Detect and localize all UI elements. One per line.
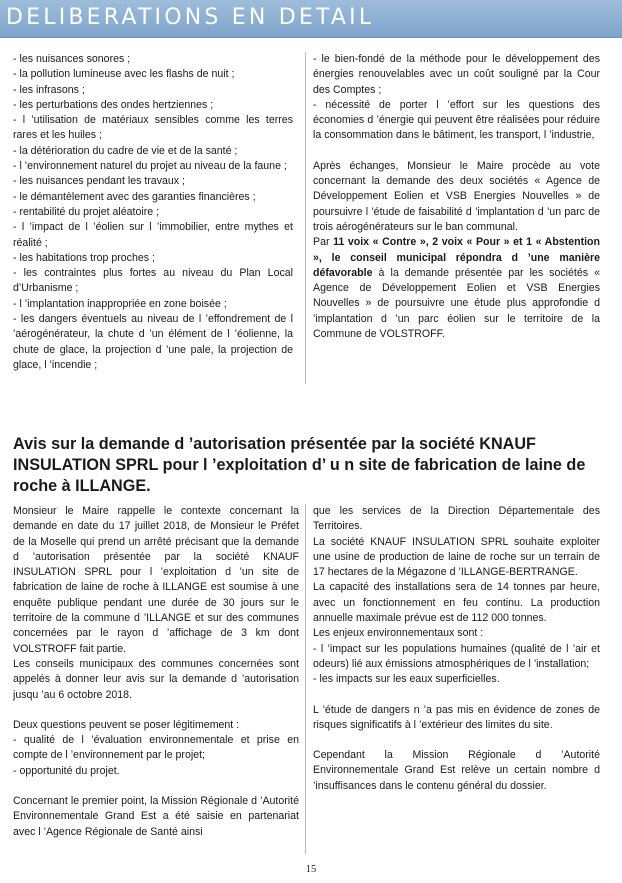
vote-result-bold: 11 voix « Contre », 2 voix « Pour » et 1 « Abstention », le conseil municipal répondra d ’une manière défavorable	[313, 236, 600, 279]
list-item: - les contraintes plus fortes au niveau du Plan Local d’Urbanisme ;	[13, 267, 293, 295]
page-header-banner	[0, 0, 622, 38]
section2-left-column	[13, 504, 299, 840]
list-item: - les dangers éventuels au niveau de l ’effondrement de l ’aérogénérateur, la chute d ’un élément de l ’éolienne, la chute de glace, la projection d ’une pale, la projection de glace, l ’incendie ;	[13, 313, 293, 371]
list-item: - nécessité de porter l ’effort sur les questions des économies d ’énergie qui peuvent être réalisées pour réduire la consommation dans le bâtiment, les transport, l ’industrie,	[313, 98, 600, 142]
vote-suffix: à la demande présentée par les sociétés « Agence de Développement Eolien et VSB Energies Nouvelles » de poursuivre une étude plus approfondie d ’implantation d ’un parc éolien sur le territoire de la Commune de VOLSTROFF.	[313, 266, 600, 341]
column-divider	[305, 52, 306, 384]
column-divider	[305, 504, 306, 854]
paragraph: Concernant le premier point, la Mission Régionale d ’Autorité Environnementale Grand Est a été saisie en partenariat avec l ’Agence Régionale de Santé ainsi	[13, 795, 299, 838]
section2-heading: Avis sur la demande d ’autorisation présentée par la société KNAUF INSULATION SPRL pour l ’exploitation d’ u n site de fabrication de laine de roche à ILLANGE.	[13, 435, 586, 495]
paragraph: Les enjeux environnementaux sont :	[313, 627, 484, 640]
paragraph: que les services de la Direction Départementale des Territoires.	[313, 505, 600, 533]
list-item: - l ’impact de l ’éolien sur l ’immobilier, entre mythes et réalité ;	[13, 221, 293, 249]
list-item: - l ’environnement naturel du projet au niveau de la faune ;	[13, 160, 287, 173]
list-item: - les nuisances sonores ;	[13, 53, 131, 65]
list-item: - l ’utilisation de matériaux sensibles comme les terres rares et les huiles ;	[13, 114, 293, 142]
vote-prefix: Par	[313, 236, 334, 249]
list-item: - la détérioration du cadre de vie et de la santé ;	[13, 144, 238, 157]
list-item: - l ’impact sur les populations humaines (qualité de l ’air et odeurs) lié aux émissions atmosphériques de l ’installation;	[313, 642, 600, 670]
list-item: - qualité de l ’évaluation environnementale et prise en compte de l ’environnement par le projet;	[13, 734, 299, 762]
list-item: - rentabilité du projet aléatoire ;	[13, 205, 160, 218]
paragraph: Monsieur le Maire rappelle le contexte concernant la demande en date du 17 juillet 2018, de Monsieur le Préfet de la Moselle qui prend un arrêté précisant que la demande d ’autorisation présentée par la société KNAUF INSULATION SPRL pour l ’exploitation d ’un site de fabrication de laine de roche à ILLANGE est soumise à une enquête publique pendant une durée de 30 jours sur le territoire de la commune d ’ILLANGE et sur des communes concernées par le rayon d ’affichage de 3 km dont VOLSTROFF fait partie.	[13, 505, 299, 655]
paragraph: L ’étude de dangers n ’a pas mis en évidence de zones de risques significatifs à l ’extérieur des limites du site.	[313, 703, 600, 731]
section1-left-column	[13, 52, 293, 373]
list-item: - la pollution lumineuse avec les flashs de nuit ;	[13, 68, 235, 81]
list-item: - les nuisances pendant les travaux ;	[13, 175, 185, 188]
list-item: - les impacts sur les eaux superficielles.	[313, 673, 500, 686]
list-item: - les infrasons ;	[13, 83, 85, 96]
list-item: - les perturbations des ondes hertziennes ;	[13, 98, 214, 111]
vote-result-paragraph	[313, 235, 600, 342]
page-header-title: DELIBERATIONS EN DETAIL	[6, 5, 375, 30]
paragraph: La société KNAUF INSULATION SPRL souhaite exploiter une usine de production de laine de roche sur un terrain de 17 hectares de la Mégazone d ’ILLANGE-BERTRANGE.	[313, 535, 600, 579]
list-item: - les habitations trop proches ;	[13, 251, 155, 264]
list-item: - le bien-fondé de la méthode pour le développement des énergies renouvelables avec un coût souligné par la Cour des Comptes ;	[313, 53, 600, 96]
paragraph: Les conseils municipaux des communes concernées sont appelés à donner leur avis sur la demande d ’autorisation jusqu ’au 6 octobre 2018.	[13, 657, 299, 701]
list-item: - opportunité du projet.	[13, 764, 120, 777]
paragraph: Cependant la Mission Régionale d ’Autorité Environnementale Grand Est relève un certain nombre d ’insuffisances dans le contenu général du dossier.	[313, 749, 600, 792]
vote-context-paragraph: Après échanges, Monsieur le Maire procède au vote concernant la demande des deux sociétés « Agence de Développement Eolien et VSB Energies Nouvelles » de poursuivre l ’étude de faisabilité d ’implantation d ’un parc de trois aérogénérateurs sur le ban communal.	[313, 159, 600, 233]
list-item: - l ’implantation inappropriée en zone boisée ;	[13, 297, 227, 310]
page-number: 15	[305, 864, 317, 875]
section1-right-column	[313, 52, 600, 342]
paragraph: La capacité des installations sera de 14 tonnes par heure, avec un fonctionnement en feu continu. La production annuelle maximale prévue est de 112 000 tonnes.	[313, 581, 600, 625]
section2-right-column	[313, 504, 600, 794]
list-item: - le démantèlement avec des garanties financières ;	[13, 190, 256, 203]
paragraph: Deux questions peuvent se poser légitimement :	[13, 718, 240, 731]
